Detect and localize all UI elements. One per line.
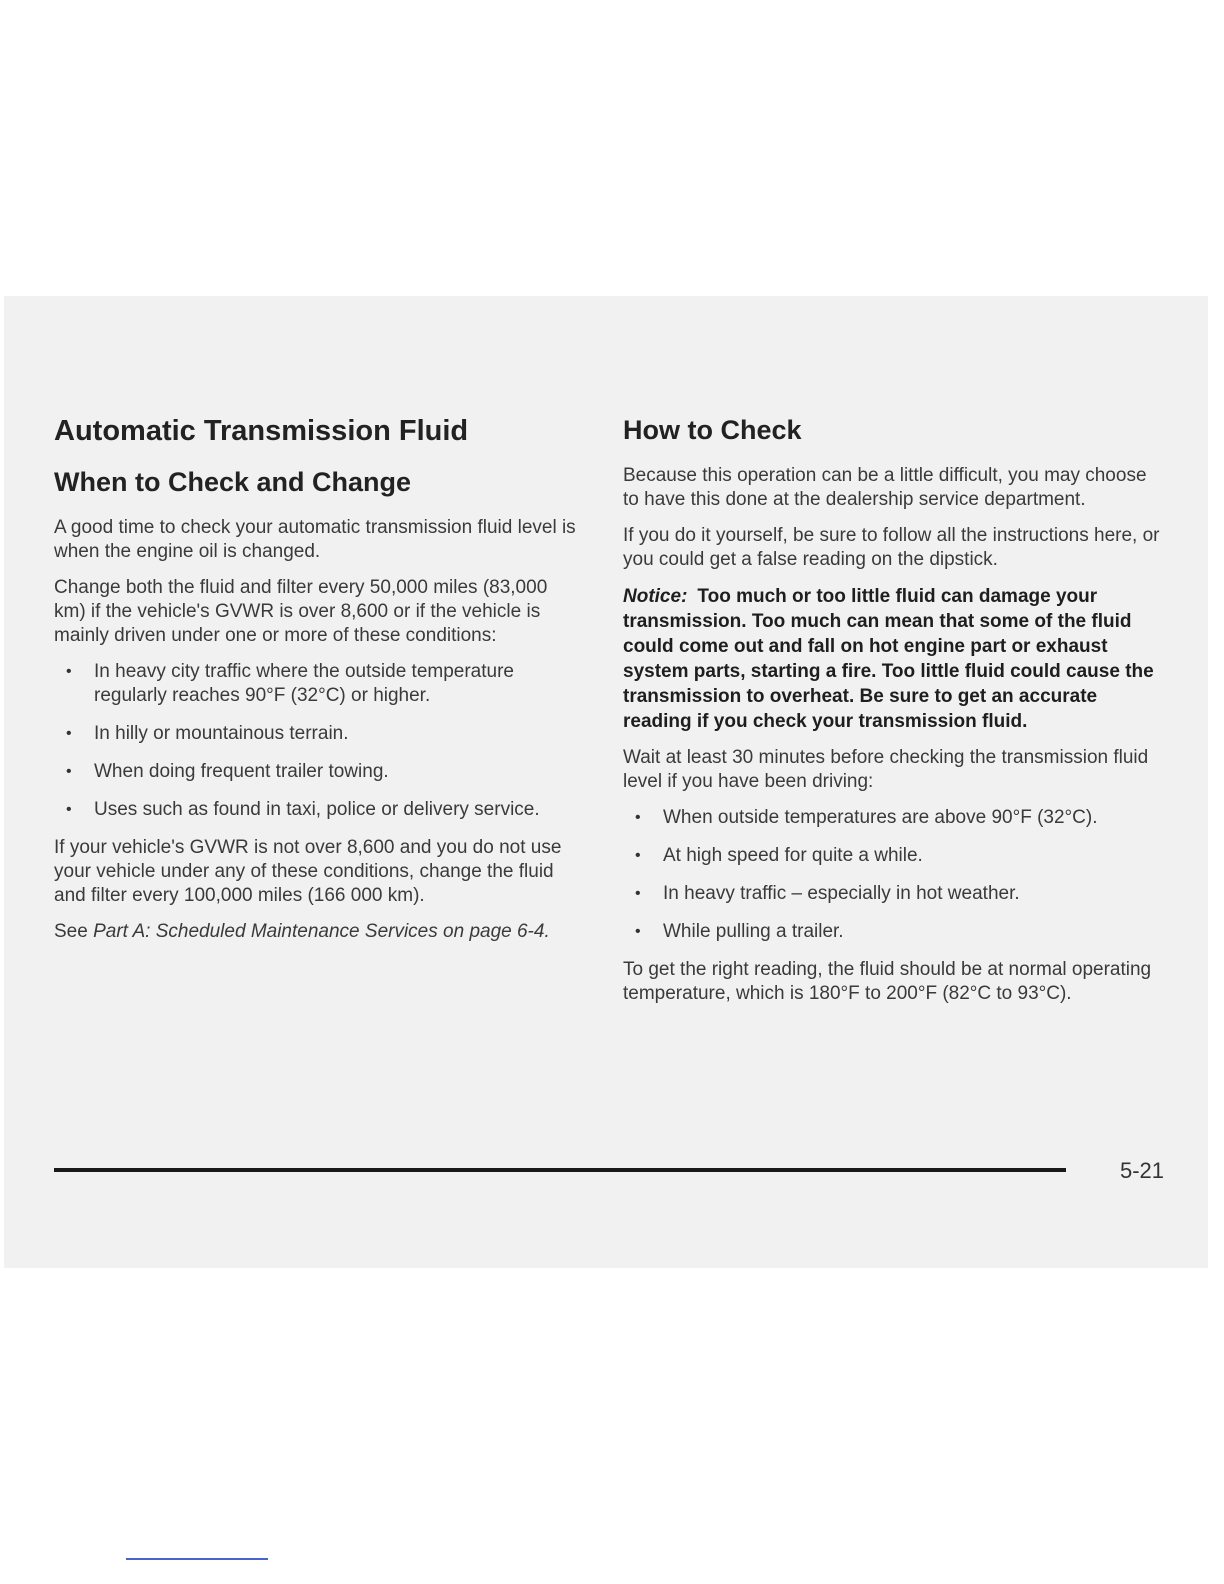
paragraph: If you do it yourself, be sure to follow all the instructions here, or you could get a false reading on the dipstick. — [623, 525, 1160, 570]
section-title: Automatic Transmission Fluid — [54, 415, 469, 447]
paragraph: To get the right reading, the fluid should be at normal operating temperature, which is 180°F to 200°F (82°C to 93°C). — [623, 959, 1152, 1004]
page-reference-link[interactable]: Part A: Scheduled Maintenance Services on page 6-4. — [93, 921, 550, 942]
bullet-icon: • — [635, 885, 641, 902]
bullet-icon: • — [66, 763, 72, 780]
notice-block — [623, 584, 1163, 734]
bullet-icon: • — [635, 923, 641, 940]
notice-label: Notice: — [623, 586, 688, 607]
paragraph: Wait at least 30 minutes before checking the transmission fluid level if you have been driving: — [623, 747, 1149, 792]
footer-divider — [54, 1168, 1066, 1172]
bottom-divider — [126, 1558, 268, 1560]
section-title: How to Check — [623, 415, 802, 445]
bullet-icon: • — [66, 801, 72, 818]
list-item: • While pulling a trailer. — [635, 921, 844, 942]
bullet-icon: • — [66, 663, 72, 680]
list-item: • In hilly or mountainous terrain. — [66, 723, 349, 744]
list-item: • When doing frequent trailer towing. — [66, 761, 389, 782]
paragraph: A good time to check your automatic transmission fluid level is when the engine oil is changed. — [54, 517, 576, 562]
list-item: • In heavy city traffic where the outside temperature regularly reaches 90°F (32°C) or higher. — [66, 661, 514, 706]
conditions-list — [54, 660, 584, 822]
bullet-icon: • — [66, 725, 72, 742]
list-item: • At high speed for quite a while. — [635, 845, 923, 866]
paragraph: If your vehicle's GVWR is not over 8,600 and you do not use your vehicle under any of these conditions, change the fluid and filter every 100,000 miles (166 000 km). — [54, 837, 562, 906]
right-column — [623, 414, 1163, 1018]
list-item: • Uses such as found in taxi, police or delivery service. — [66, 799, 540, 820]
paragraph: Because this operation can be a little difficult, you may choose to have this done at the dealership service department. — [623, 465, 1147, 510]
see-reference: See Part A: Scheduled Maintenance Services on page 6-4. — [54, 921, 550, 942]
wait-conditions-list — [623, 806, 1163, 944]
notice-text: Too much or too little fluid can damage your transmission. Too much can mean that some of the fluid could come out and fall on hot engine part or exhaust system parts, starting a fire. Too little fluid could cause the transmission to overheat. Be sure to get an accurate reading if you check your transmission fluid. — [623, 586, 1154, 732]
list-item: • In heavy traffic – especially in hot weather. — [635, 883, 1020, 904]
page-number: 5-21 — [1120, 1158, 1165, 1183]
bullet-icon: • — [635, 809, 641, 826]
left-column — [54, 414, 584, 956]
bullet-icon: • — [635, 847, 641, 864]
list-item: • When outside temperatures are above 90°F (32°C). — [635, 807, 1098, 828]
manual-page — [4, 296, 1208, 1268]
paragraph: Change both the fluid and filter every 50,000 miles (83,000 km) if the vehicle's GVWR is over 8,600 or if the vehicle is mainly driven under one or more of these conditions: — [54, 577, 548, 646]
subsection-title: When to Check and Change — [54, 467, 412, 497]
